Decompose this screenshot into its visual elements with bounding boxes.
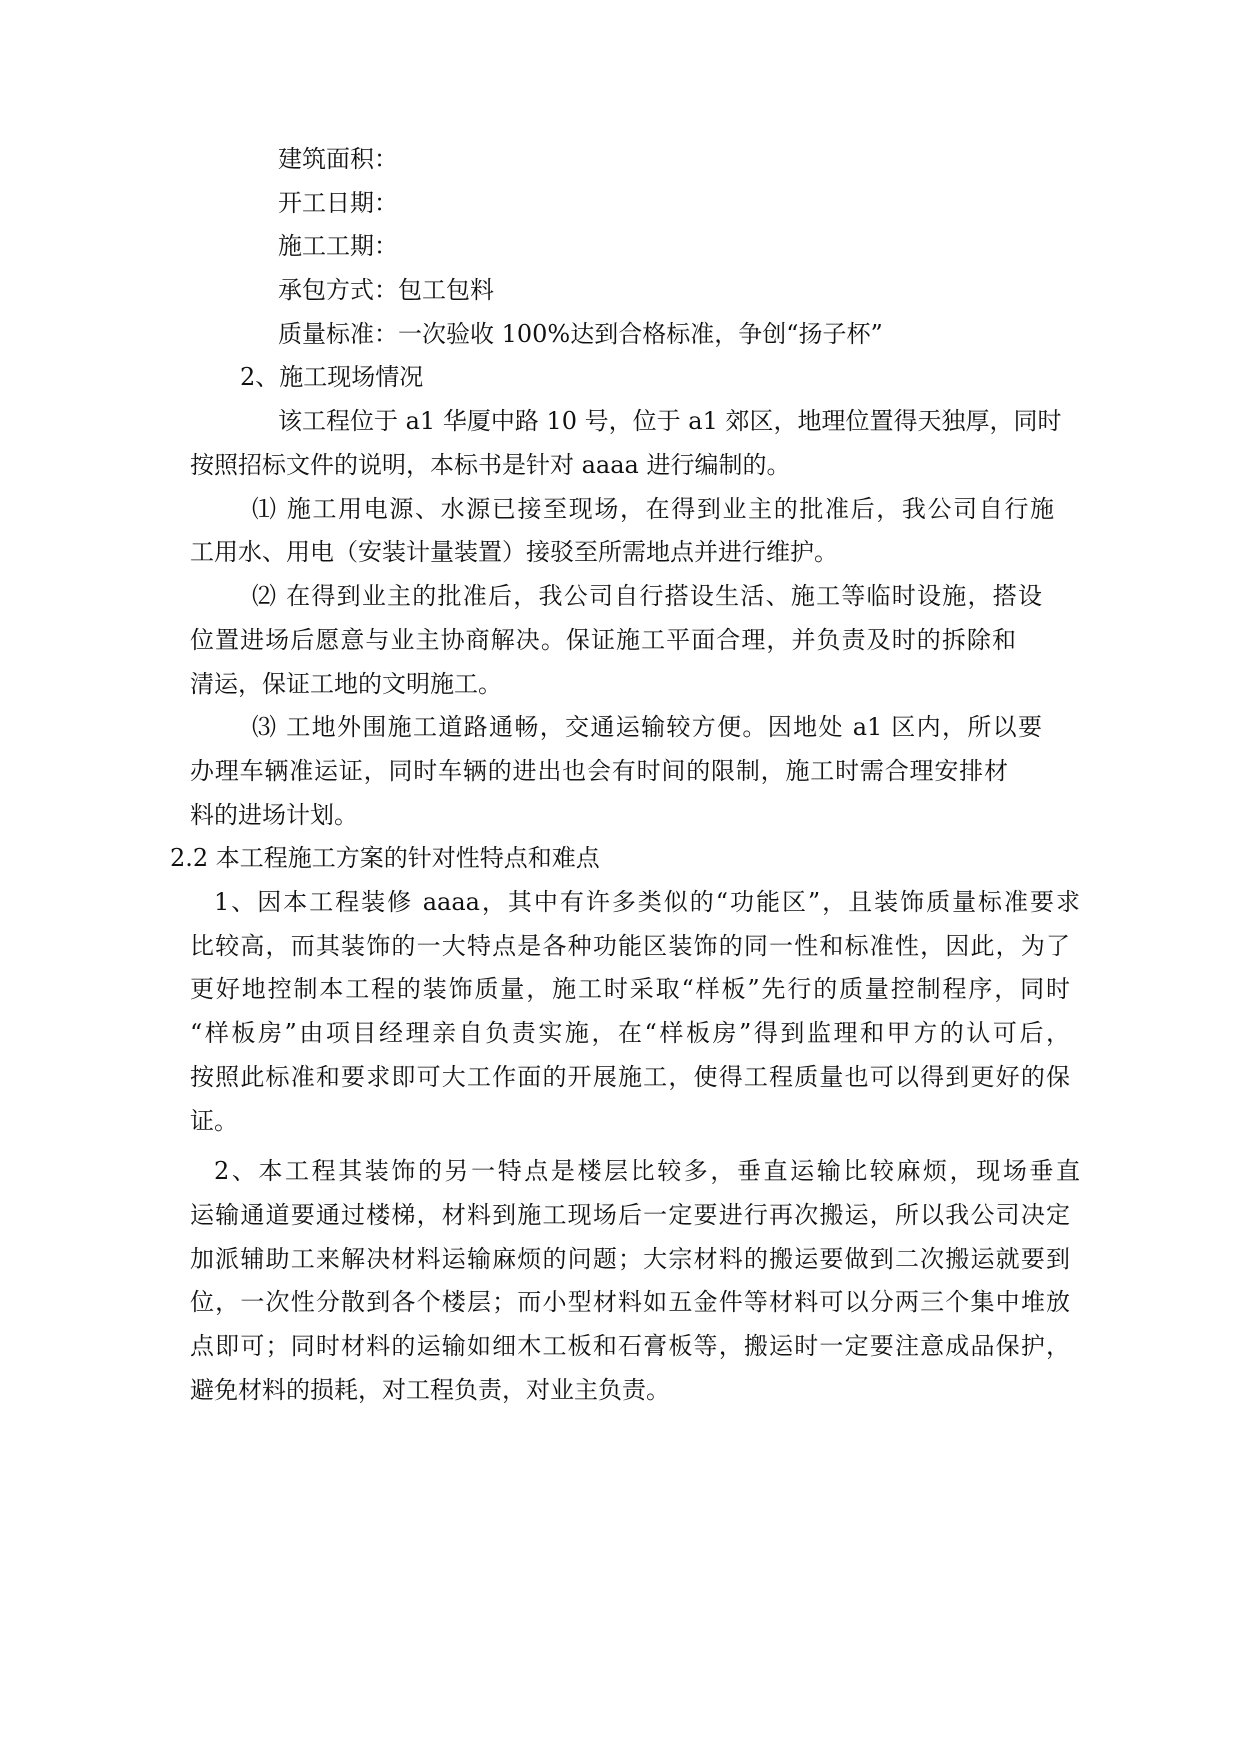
- section-2-2-para1-line: “样板房”由项目经理亲自负责实施，在“样板房”得到监理和甲方的认可后，: [190, 1019, 1070, 1047]
- quality-standard-line: 质量标准：一次验收 100%达到合格标准，争创“扬子杯”: [278, 320, 883, 348]
- site-intro-line: 该工程位于 a1 华厦中路 10 号，位于 a1 郊区，地理位置得天独厚，同时: [278, 407, 1062, 435]
- building-area-label: 建筑面积：: [278, 145, 398, 173]
- section-2-2-para1-line: 证。: [190, 1107, 238, 1135]
- contract-method-line: 承包方式：包工包料: [278, 276, 494, 304]
- section-2-2-para2-line: 点即可；同时材料的运输如细木工板和石膏板等，搬运时一定要注意成品保护，: [190, 1332, 1070, 1360]
- start-date-label: 开工日期：: [278, 189, 398, 217]
- section-2-2-para1-line: 更好地控制本工程的装饰质量，施工时采取“样板”先行的质量控制程序，同时: [190, 975, 1070, 1003]
- duration-label: 施工工期：: [278, 232, 398, 260]
- section-2-2-para2-line: 加派辅助工来解决材料运输麻烦的问题；大宗材料的搬运要做到二次搬运就要到: [190, 1245, 1070, 1273]
- section-2-2-heading: 2.2 本工程施工方案的针对性特点和难点: [170, 844, 600, 872]
- site-item-1-line: 工用水、用电（安装计量装置）接驳至所需地点并进行维护。: [190, 538, 838, 566]
- section-2-2-para2-line: 避免材料的损耗，对工程负责，对业主负责。: [190, 1376, 670, 1404]
- site-item-2-line: 位置进场后愿意与业主协商解决。保证施工平面合理，并负责及时的拆除和: [190, 626, 1016, 654]
- site-item-2-line: 清运，保证工地的文明施工。: [190, 670, 502, 698]
- site-conditions-heading: 2、施工现场情况: [240, 363, 424, 391]
- section-2-2-para2-line: 运输通道要通过楼梯，材料到施工现场后一定要进行再次搬运，所以我公司决定: [190, 1201, 1070, 1229]
- site-item-3-line: 办理车辆准运证，同时车辆的进出也会有时间的限制，施工时需合理安排材: [190, 757, 1008, 785]
- section-2-2-para2-line: 位，一次性分散到各个楼层；而小型材料如五金件等材料可以分两三个集中堆放: [190, 1288, 1070, 1316]
- site-item-2-line: ⑵ 在得到业主的批准后，我公司自行搭设生活、施工等临时设施，搭设: [252, 582, 1042, 610]
- section-2-2-para1-line: 1、因本工程装修 aaaa，其中有许多类似的“功能区”，且装饰质量标准要求: [214, 888, 1080, 916]
- site-item-3-line: 料的进场计划。: [190, 801, 358, 829]
- section-2-2-para1-line: 按照此标准和要求即可大工作面的开展施工，使得工程质量也可以得到更好的保: [190, 1063, 1070, 1091]
- site-item-1-line: ⑴ 施工用电源、水源已接至现场，在得到业主的批准后，我公司自行施: [252, 495, 1054, 523]
- site-item-3-line: ⑶ 工地外围施工道路通畅，交通运输较方便。因地处 a1 区内，所以要: [252, 713, 1042, 741]
- site-intro-line: 按照招标文件的说明，本标书是针对 aaaa 进行编制的。: [190, 451, 791, 479]
- section-2-2-para2-line: 2、本工程其装饰的另一特点是楼层比较多，垂直运输比较麻烦，现场垂直: [214, 1157, 1080, 1185]
- section-2-2-para1-line: 比较高，而其装饰的一大特点是各种功能区装饰的同一性和标准性，因此，为了: [190, 932, 1070, 960]
